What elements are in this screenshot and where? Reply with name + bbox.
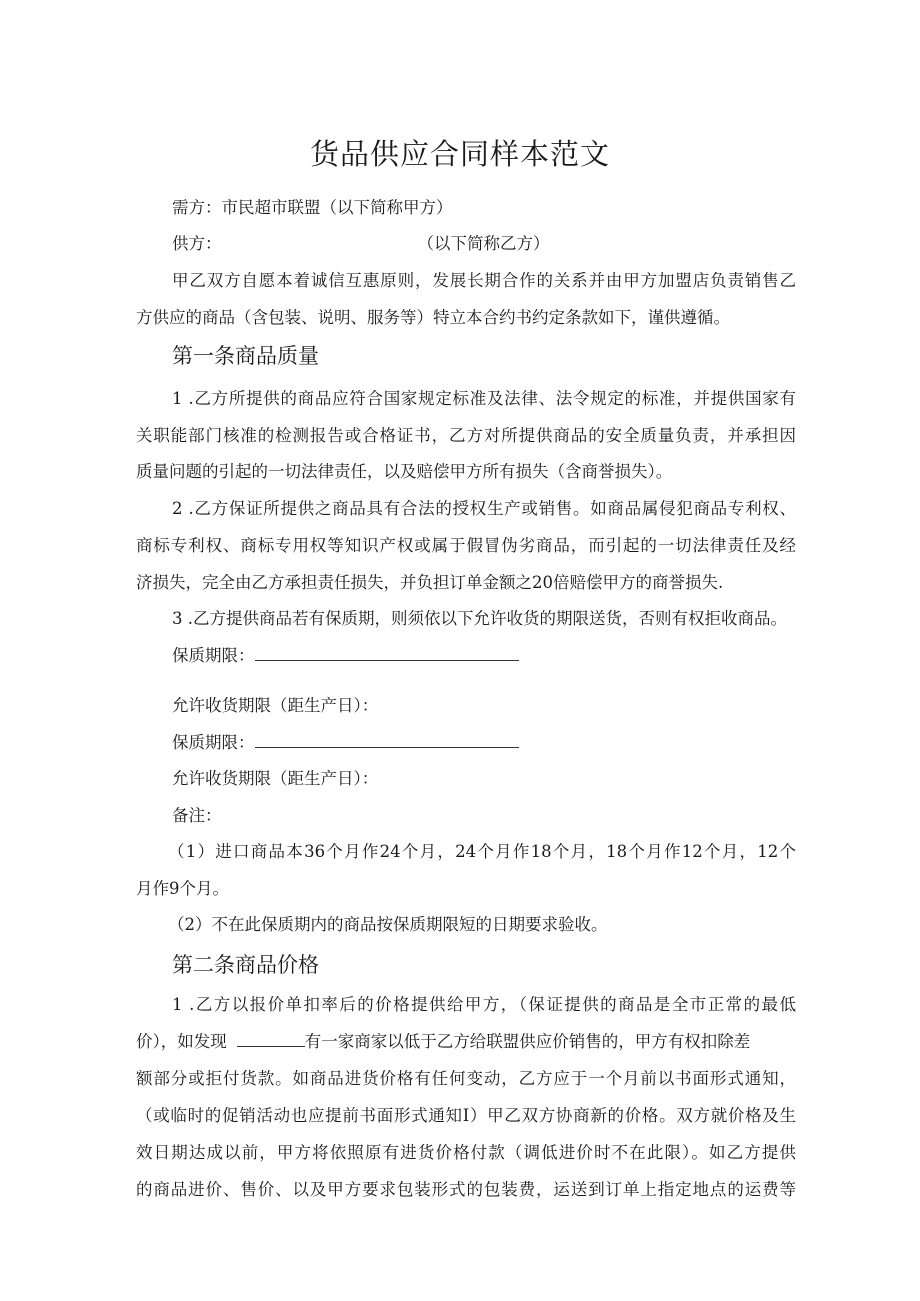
article2-clause1-post: 有一家商家以低于乙方给联盟供应价销售的，甲方有权扣除差 — [304, 1032, 751, 1051]
article1-clause2-line-3: 济损失，完全由乙方承担责任损失，并负担订单金额之20倍赔偿甲方的商誉损失. — [136, 573, 724, 592]
article1-clause1-line-1: 1 .乙方所提供的商品应符合国家规定标准及法律、法令规定的标准，并提供国家有 — [172, 389, 796, 408]
intro-line-2: 方供应的商品（含包装、说明、服务等）特立本合约书约定条款如下，谨供遵循。 — [136, 308, 730, 327]
shelf-life-label-2: 保质期限： — [172, 733, 255, 752]
article2-clause1-line-6: 的商品进价、售价、以及甲方要求包装形式的包装费，运送到订单上指定地点的运费等 — [136, 1180, 796, 1199]
shelf-life-blank[interactable] — [255, 644, 519, 661]
article1-clause1-line-2: 关职能部门核准的检测报告或合格证书，乙方对所提供商品的安全质量负责，并承担因 — [136, 426, 796, 445]
remark1-line-1: （1）进口商品本36个月作24个月，24个月作18个月，18个月作12个月，12个 — [168, 842, 796, 861]
article2-clause1-line-2 — [136, 1030, 796, 1054]
article2-heading: 第二条商品价格 — [172, 953, 319, 977]
merchant-blank[interactable] — [237, 1030, 305, 1047]
document-title: 货品供应合同样本范文 — [309, 137, 610, 171]
demand-party-line: 需方：市民超市联盟（以下简称甲方） — [172, 198, 453, 217]
allowed-period-label-2: 允许收货期限（距生产日）： — [172, 769, 379, 788]
shelf-life-blank-2[interactable] — [255, 731, 519, 748]
supply-party-line — [172, 232, 796, 256]
article2-clause1-line-1: 1 .乙方以报价单扣率后的价格提供给甲方，（保证提供的商品是全市正常的最低 — [172, 995, 796, 1014]
remark2: （2）不在此保质期内的商品按保质期限短的日期要求验收。 — [168, 915, 608, 934]
article2-clause1-line-5: 效日期达成以前，甲方将依照原有进货价格付款（调低进价时不在此限）。如乙方提供 — [136, 1143, 796, 1162]
shelf-life-row-1 — [172, 644, 796, 668]
article1-clause2-line-2: 商标专利权、商标专用权等知识产权或属于假冒伪劣商品，而引起的一切法律责任及经 — [136, 536, 796, 555]
intro-line-1: 甲乙双方自愿本着诚信互惠原则，发展长期合作的关系并由甲方加盟店负责销售乙 — [172, 271, 796, 290]
supply-party-note: （以下简称乙方） — [417, 234, 550, 253]
article1-clause1-line-3: 质量问题的引起的一切法律责任，以及赔偿甲方所有损失（含商誉损失）。 — [136, 462, 673, 481]
article1-clause2-line-1: 2 .乙方保证所提供之商品具有合法的授权生产或销售。如商品属侵犯商品专利权、 — [172, 499, 796, 518]
article1-heading: 第一条商品质量 — [172, 344, 319, 368]
shelf-life-row-2 — [172, 731, 796, 755]
remark-label: 备注： — [172, 806, 222, 825]
allowed-period-label-1: 允许收货期限（距生产日）： — [172, 696, 379, 715]
remark1-line-2: 月作9个月。 — [136, 879, 229, 898]
article2-clause1-pre: 价），如发现 — [136, 1032, 227, 1051]
article2-clause1-line-4: （或临时的促销活动也应提前书面形式通知I）甲乙双方协商新的价格。双方就价格及生 — [136, 1106, 796, 1125]
article1-clause3: 3 .乙方提供商品若有保质期，则须依以下允许收货的期限送货，否则有权拒收商品。 — [172, 609, 787, 628]
shelf-life-label: 保质期限： — [172, 646, 255, 665]
supply-party-label: 供方： — [172, 234, 222, 253]
article2-clause1-line-3: 额部分或拒付货款。如商品进货价格有任何变动，乙方应于一个月前以书面形式通知， — [136, 1069, 796, 1088]
